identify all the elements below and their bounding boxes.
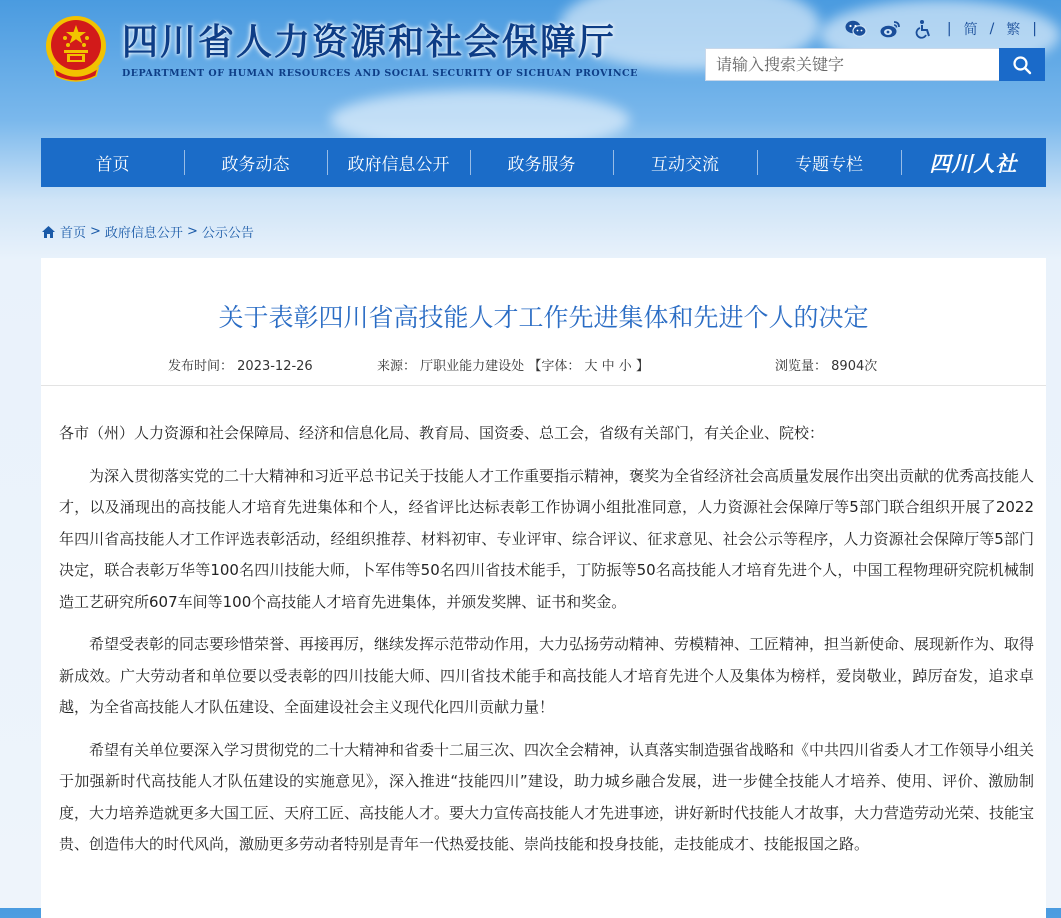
font-size-medium-link[interactable]: 中: [601, 359, 615, 374]
wechat-icon[interactable]: [845, 18, 867, 40]
lang-traditional-link[interactable]: 繁: [1006, 22, 1021, 38]
breadcrumb-information-disclosure[interactable]: 政府信息公开: [104, 226, 183, 241]
publish-label: 发布时间：: [168, 359, 234, 374]
breadcrumb-home[interactable]: 首页: [60, 226, 87, 241]
breadcrumb-separator: >: [186, 224, 198, 239]
search-button[interactable]: [999, 48, 1045, 81]
lang-divider: /: [989, 21, 995, 37]
views-label: 浏览量：: [775, 359, 828, 374]
weibo-icon[interactable]: [879, 18, 901, 40]
national-emblem-icon: [40, 12, 112, 84]
nav-item-information-disclosure[interactable]: 政府信息公开: [327, 138, 470, 187]
site-title-english: DEPARTMENT OF HUMAN RESOURCES AND SOCIAL SECURITY OF SICHUAN PROVINCE: [122, 68, 638, 79]
font-size-large-link[interactable]: 大: [584, 359, 598, 374]
article-panel: [41, 258, 1046, 918]
breadcrumb-separator: >: [90, 224, 101, 239]
article-body: [59, 418, 1034, 872]
nav-item-government-services[interactable]: 政务服务: [470, 138, 613, 187]
views-info: [775, 355, 877, 374]
home-icon: [41, 225, 56, 239]
meta-divider: [41, 385, 1046, 386]
font-size-label-open: 【字体：: [528, 359, 581, 374]
site-title: 四川省人力资源和社会保障厅: [122, 21, 617, 63]
source-label: 来源：: [377, 359, 417, 374]
search-box: [705, 48, 1045, 81]
views-count: 8904次: [831, 359, 878, 374]
accessibility-icon[interactable]: [913, 18, 935, 40]
publish-info: [168, 355, 313, 374]
article-paragraph: 希望受表彰的同志要珍惜荣誉、再接再厉，继续发挥示范带动作用，大力弘扬劳动精神、劳模精神、工匠精神，担当新使命、展现新作为、取得新成效。广大劳动者和单位要以受表彰的四川技能大师、四川省技术能手和高技能人才培育先进个人及集体为榜样，爱岗敬业，踔厉奋发，追求卓越，为全省高技能人才队伍建设、全面建设社会主义现代化四川贡献力量！: [59, 635, 1035, 716]
nav-item-interaction[interactable]: 互动交流: [613, 138, 757, 187]
sichuan-renshe-logo: 四川人社: [929, 151, 1018, 176]
search-icon: [1012, 55, 1032, 75]
source-info: [377, 355, 649, 374]
font-size-small-link[interactable]: 小: [618, 359, 632, 374]
article-salutation: 各市（州）人力资源和社会保障局、经济和信息化局、教育局、国资委、总工会，省级有关部门，有关企业、院校：: [59, 424, 825, 442]
publish-date: 2023-12-26: [237, 359, 313, 374]
breadcrumb-announcements[interactable]: 公示公告: [201, 226, 254, 241]
site-header: [0, 0, 1061, 125]
article-title: 关于表彰四川省高技能人才工作先进集体和先进个人的决定: [218, 303, 869, 332]
nav-item-home[interactable]: 首页: [95, 155, 130, 175]
lang-simplified-link[interactable]: 简: [963, 22, 978, 38]
main-nav: [41, 138, 1046, 187]
nav-item-government-news[interactable]: 政务动态: [184, 138, 327, 187]
article-paragraph: 希望有关单位要深入学习贯彻党的二十大精神和省委十二届三次、四次全会精神，认真落实制造强省战略和《中共四川省委人才工作领导小组关于加强新时代高技能人才队伍建设的实施意见》，深入推进“技能四川”建设，助力城乡融合发展，进一步健全技能人才培养、使用、评价、激励制度，大力培养造就更多大国工匠、天府工匠、高技能人才。要大力宣传高技能人才先进事迹，讲好新时代技能人才故事，大力营造劳动光荣、技能宝贵、创造伟大的时代风尚，激励更多劳动者特别是青年一代热爱技能、崇尚技能和投身技能，走技能成才、技能报国之路。: [59, 740, 1035, 853]
breadcrumb: [41, 222, 254, 241]
font-size-label-close: 】: [635, 359, 649, 374]
search-input[interactable]: [706, 49, 1008, 80]
top-tools: [845, 18, 1037, 40]
source-value: 厅职业能力建设处: [420, 359, 525, 374]
separator: |: [1032, 21, 1037, 37]
nav-logo-link[interactable]: [901, 138, 1046, 187]
separator: |: [946, 21, 952, 37]
article-paragraph: 为深入贯彻落实党的二十大精神和习近平总书记关于技能人才工作重要指示精神，褒奖为全省经济社会高质量发展作出突出贡献的优秀高技能人才，以及涌现出的高技能人才培育先进集体和个人，经省评比达标表彰工作协调小组批准同意，人力资源社会保障厅等5部门联合组织开展了2022年四川省高技能人才工作评选表彰活动，经组织推荐、材料初审、专业评审、综合评议、征求意见、社会公示等程序，人力资源社会保障厅等5部门决定，联合表彰万华等100名四川技能大师，卜军伟等50名四川省技术能手，丁防振等50名高技能人才培育先进个人，中国工程物理研究院机械制造工艺研究所607车间等100个高技能人才培育先进集体，并颁发奖牌、证书和奖金。: [59, 466, 1035, 611]
nav-item-special-topics[interactable]: 专题专栏: [757, 138, 901, 187]
